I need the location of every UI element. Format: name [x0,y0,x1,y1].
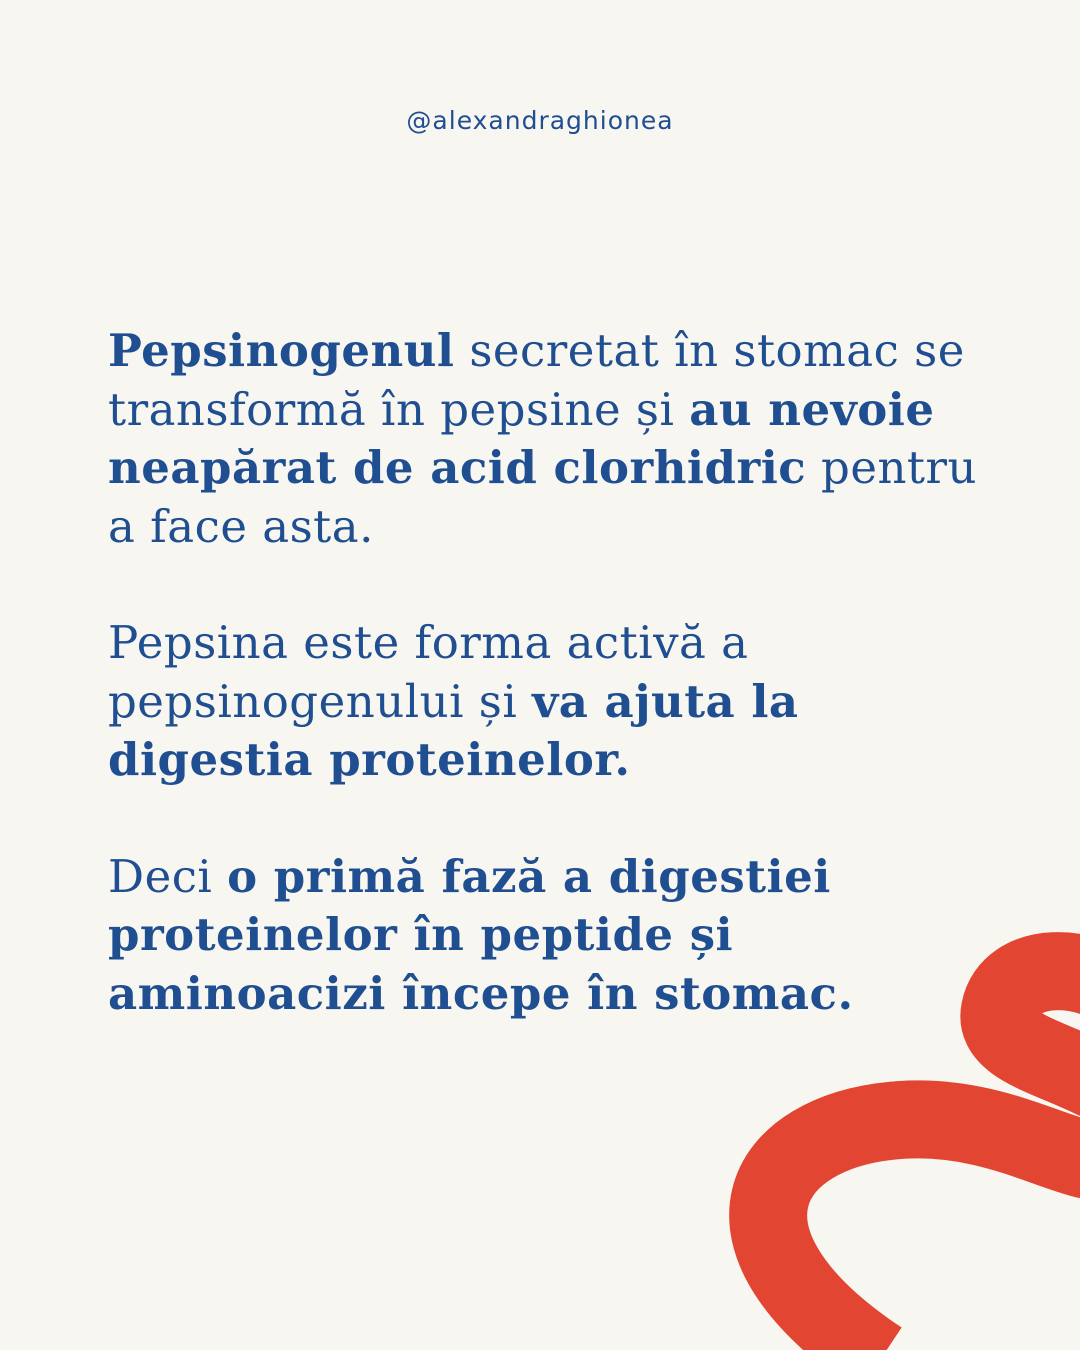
paragraph-1-segment-4: pentru a face asta. [108,441,978,553]
author-handle: @alexandraghionea [406,106,674,135]
wave-shape [768,971,1080,1350]
paragraph-3-segment-1: Deci [108,849,228,903]
paragraph-1-segment-1: Pepsinogenul [108,324,455,377]
paragraph-2-segment-1: Pepsina este forma activă a pepsinogenului și [108,616,749,728]
paragraph-1-segment-3: au nevoie neapărat de acid clorhidric [108,382,935,494]
paragraph-3-segment-2: o primă fază a digestiei proteinelor în peptide și aminoacizi începe în stomac. [108,849,854,1020]
paragraph-2-segment-2: va ajuta la digestia proteinelor. [108,674,799,786]
paragraph-1-segment-2: secretat în stomac se transformă în pepsine și [108,324,965,436]
